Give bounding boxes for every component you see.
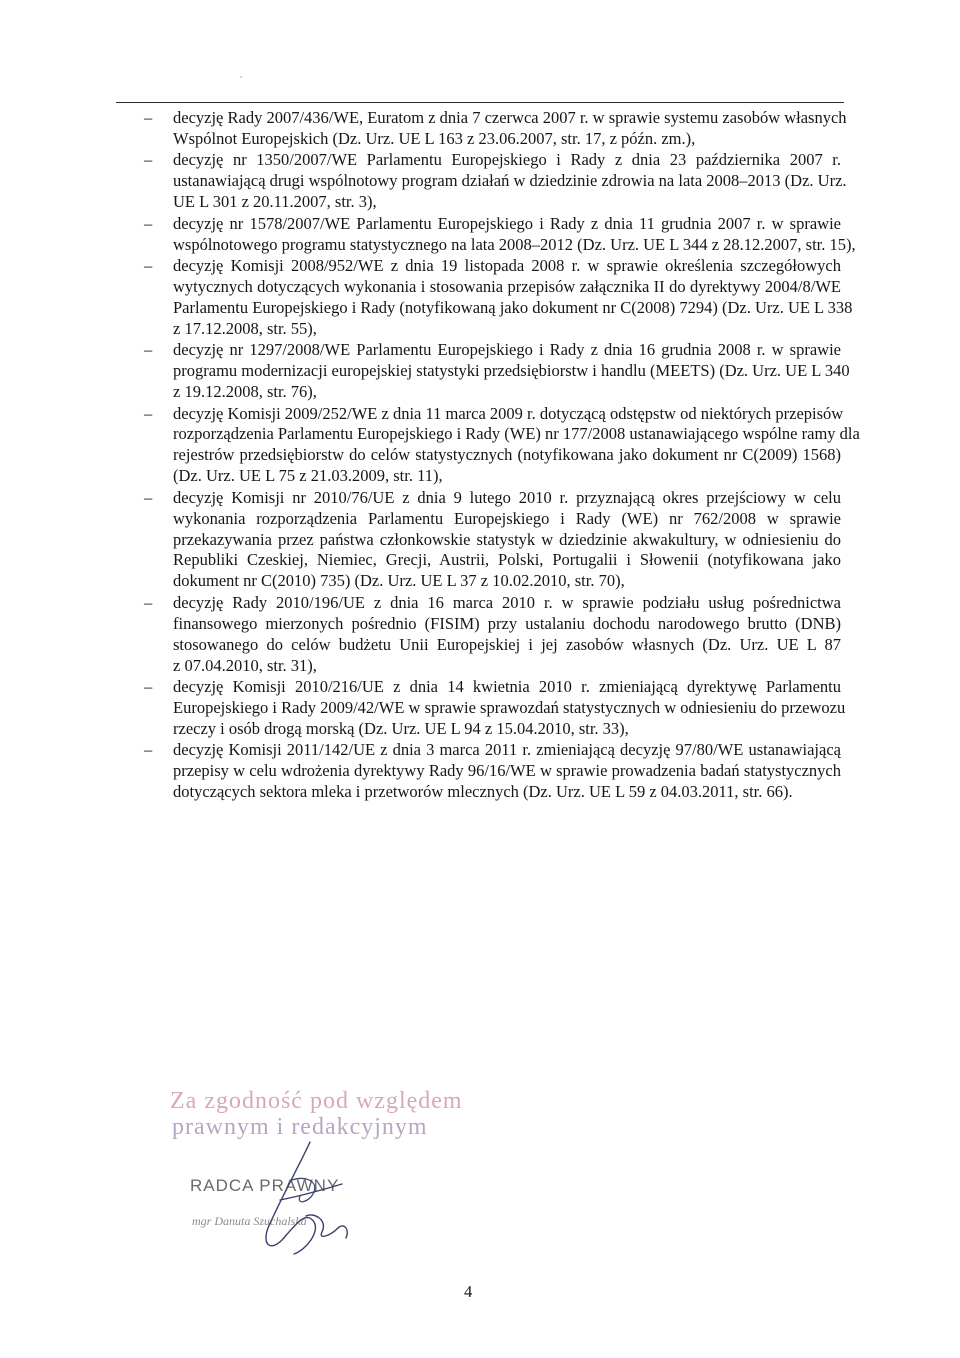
list-bullet-dash: – [144, 150, 153, 170]
list-bullet-dash: – [144, 108, 153, 127]
stamp-title: RADCA PRAWNY [190, 1176, 340, 1195]
list-item-line: decyzję Komisji 2010/216/UE z dnia 14 kwietnia 2010 r. zmieniającą dyrektywę Parlamentu [173, 677, 841, 697]
handwritten-signature [210, 1140, 370, 1260]
list-item-line: programu modernizacji europejskiej statystyki przedsiębiorstw i handlu (MEETS) (Dz. Urz. UE L 340 [173, 361, 850, 381]
list-item-line: rzeczy i osób drogą morską (Dz. Urz. UE L 94 z 15.04.2010, str. 33), [173, 718, 629, 738]
list-item-line: dotyczących sektora mleka i przetworów mlecznych (Dz. Urz. UE L 59 z 04.03.2011, str. 66). [173, 782, 793, 802]
list-item-line: decyzję Komisji 2011/142/UE z dnia 3 marca 2011 r. zmieniającą decyzję 97/80/WE ustanawiającą [173, 740, 841, 760]
top-divider-line [116, 102, 844, 103]
list-item-line: decyzję nr 1578/2007/WE Parlamentu Europejskiego i Rady z dnia 11 grudnia 2007 r. w sprawie [173, 213, 841, 233]
scan-speck [240, 76, 242, 78]
list-item-line: stosowanego do celów budżetu Unii Europejskiej i jej zasobów własnych (Dz. Urz. UE L 87 [173, 634, 841, 654]
list-bullet-dash: – [144, 340, 153, 360]
stamp-name: mgr Danuta Szuchalska [192, 1214, 307, 1228]
list-item-line: wspólnotowego programu statystycznego na lata 2008–2012 (Dz. Urz. UE L 344 z 28.12.2007, str. 15), [173, 234, 856, 254]
list-bullet-dash: – [144, 213, 153, 233]
list-item-line: decyzję Komisji 2008/952/WE z dnia 19 listopada 2008 r. w sprawie określenia szczegółowych [173, 256, 841, 276]
list-item-line: przekazywania przez państwa członkowskie statystyk w dziedzinie akwakultury, w odniesieniu do [173, 529, 841, 549]
list-item-line: z 19.12.2008, str. 76), [173, 382, 317, 402]
list-item-line: rejestrów przedsiębiorstw do celów statystycznych (notyfikowana jako dokument nr C(2009) 1568) [173, 445, 841, 465]
list-item-line: decyzję Rady 2010/196/UE z dnia 16 marca 2010 r. w sprawie podziału usług pośrednictwa [173, 592, 841, 612]
list-item-line: (Dz. Urz. UE L 75 z 21.03.2009, str. 11), [173, 466, 443, 486]
list-bullet-dash: – [144, 740, 153, 760]
page-number: 4 [464, 1282, 473, 1301]
list-item-line: finansowego mierzonych pośrednio (FISIM) przy ustalaniu dochodu narodowego brutto (DNB) [173, 613, 841, 633]
list-item-line: decyzję nr 1350/2007/WE Parlamentu Europejskiego i Rady z dnia 23 października 2007 r. [173, 150, 841, 170]
list-bullet-dash: – [144, 403, 153, 423]
list-item-line: dokument nr C(2010) 735) (Dz. Urz. UE L 37 z 10.02.2010, str. 70), [173, 571, 625, 591]
list-item-line: Wspólnot Europejskich (Dz. Urz. UE L 163 z 23.06.2007, str. 17, z późn. zm.), [173, 128, 696, 148]
list-bullet-dash: – [144, 677, 153, 697]
list-item-line: przepisy w celu wdrożenia dyrektywy Rady 96/16/WE w sprawie prowadzenia badań statystycznych [173, 761, 841, 781]
list-item-line: rozporządzenia Parlamentu Europejskiego i Rady (WE) nr 177/2008 ustanawiającego wspólne ramy dla [173, 424, 860, 444]
list-item-line: decyzję Rady 2007/436/WE, Euratom z dnia 7 czerwca 2007 r. w sprawie systemu zasobów własnych [173, 108, 847, 127]
list-item-line: wytycznych dotyczących wykonania i stosowania przepisów załącznika II do dyrektywy 2004/8/WE [173, 276, 841, 296]
stamp-approval-line-2: prawnym i redakcyjnym [172, 1114, 428, 1140]
list-item-line: z 17.12.2008, str. 55), [173, 318, 317, 338]
list-item-line: decyzję Komisji nr 2010/76/UE z dnia 9 lutego 2010 r. przyznającą okres przejściowy w celu [173, 487, 841, 507]
list-item-line: decyzję Komisji 2009/252/WE z dnia 11 marca 2009 r. dotyczącą odstępstw od niektórych przepisów [173, 403, 844, 423]
list-item-line: decyzję nr 1297/2008/WE Parlamentu Europejskiego i Rady z dnia 16 grudnia 2008 r. w sprawie [173, 340, 841, 360]
stamp-approval-line: Za zgodność pod względem [170, 1088, 463, 1114]
list-item-line: ustanawiającą drugi wspólnotowy program działań w dziedzinie zdrowia na lata 2008–2013 (Dz. Urz. [173, 171, 847, 191]
list-item-line: Europejskiego i Rady 2009/42/WE w sprawie sprawozdań statystycznych w odniesieniu do przewozu [173, 697, 846, 717]
list-item-line: z 07.04.2010, str. 31), [173, 655, 317, 675]
list-item-line: Parlamentu Europejskiego i Rady (notyfikowaną jako dokument nr C(2008) 7294) (Dz. Urz. UE L 338 [173, 297, 853, 317]
list-item-line: wykonania rozporządzenia Parlamentu Europejskiego i Rady (WE) nr 762/2008 w sprawie [173, 508, 841, 528]
list-item-line: UE L 301 z 20.11.2007, str. 3), [173, 192, 377, 212]
list-bullet-dash: – [144, 487, 153, 507]
list-item-line: Republiki Czeskiej, Niemiec, Grecji, Austrii, Polski, Portugalii i Słowenii (notyfikowana jako [173, 550, 841, 570]
list-bullet-dash: – [144, 592, 153, 612]
list-bullet-dash: – [144, 256, 153, 276]
